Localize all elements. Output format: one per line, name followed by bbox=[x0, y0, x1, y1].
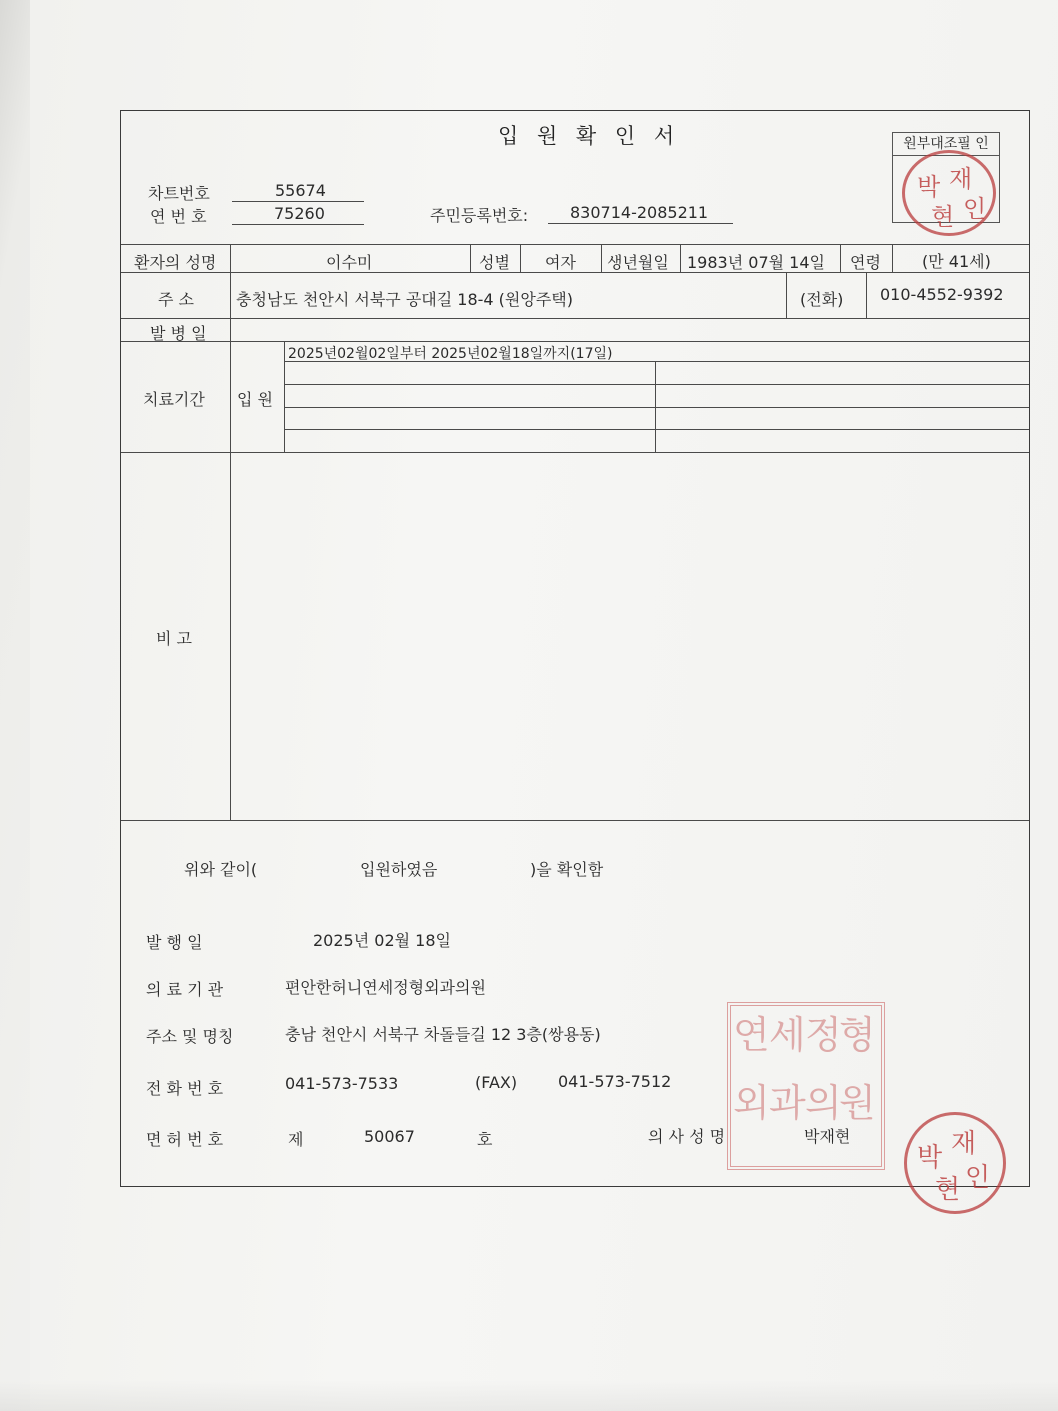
fax-value: 041-573-7512 bbox=[558, 1072, 672, 1091]
chart-number-underline bbox=[232, 201, 364, 202]
birth-value: 1983년 07월 14일 bbox=[687, 253, 825, 272]
onset-label: 발 병 일 bbox=[150, 324, 207, 343]
clinic-phone-value: 041-573-7533 bbox=[285, 1074, 399, 1093]
clinic-address-label: 주소 및 명칭 bbox=[146, 1027, 234, 1046]
age-label: 연령 bbox=[850, 253, 881, 272]
institution-value: 편안한허니연세정형외과의원 bbox=[285, 978, 486, 997]
phone-value: 010-4552-9392 bbox=[880, 285, 1004, 304]
table-col-line bbox=[680, 244, 681, 272]
doctor-name: 박재현 bbox=[804, 1127, 851, 1146]
table-line bbox=[121, 452, 1029, 453]
treatment-row-line bbox=[284, 429, 1029, 430]
table-col-line bbox=[601, 244, 602, 272]
treatment-period-label: 치료기간 bbox=[143, 390, 205, 409]
verification-seal: 박 재 인 현 bbox=[902, 150, 996, 236]
license-prefix: 제 bbox=[288, 1130, 304, 1149]
table-shadow bbox=[0, 1380, 1058, 1411]
age-value: (만 41세) bbox=[922, 252, 991, 271]
address-value: 충청남도 천안시 서북구 공대길 18-4 (원앙주택) bbox=[236, 290, 573, 309]
table-line bbox=[121, 820, 1029, 821]
table-col-line bbox=[866, 272, 867, 318]
doctor-label: 의 사 성 명 bbox=[648, 1127, 726, 1146]
confirmation-content: 입원하였음 bbox=[360, 860, 438, 879]
table-col-line bbox=[655, 361, 656, 452]
birth-label: 생년월일 bbox=[607, 253, 669, 272]
clinic-phone-label: 전 화 번 호 bbox=[146, 1079, 224, 1098]
address-label: 주 소 bbox=[158, 290, 194, 309]
stamp-box-header: 원부대조필 인 bbox=[893, 133, 999, 156]
clinic-address-value: 충남 천안시 서북구 차돌들길 12 3층(쌍용동) bbox=[285, 1025, 601, 1044]
fax-label: (FAX) bbox=[475, 1073, 518, 1092]
doctor-seal: 박 재 인 현 bbox=[904, 1112, 1006, 1214]
table-col-line bbox=[230, 244, 231, 820]
table-col-line bbox=[520, 244, 521, 272]
resident-number-value: 830714-2085211 bbox=[570, 203, 709, 222]
issue-date-value: 2025년 02월 18일 bbox=[313, 931, 451, 950]
serial-number-label: 연 번 호 bbox=[150, 207, 207, 226]
institution-label: 의 료 기 관 bbox=[146, 980, 224, 999]
treatment-row-line bbox=[284, 407, 1029, 408]
table-col-line bbox=[840, 244, 841, 272]
confirmation-prefix: 위와 같이( bbox=[184, 860, 258, 879]
issue-date-label: 발 행 일 bbox=[146, 933, 203, 952]
document-title: 입 원 확 인 서 bbox=[498, 124, 681, 148]
table-col-line bbox=[284, 341, 285, 452]
patient-name-label: 환자의 성명 bbox=[134, 253, 217, 272]
phone-label: (전화) bbox=[800, 290, 844, 309]
sex-value: 여자 bbox=[545, 253, 576, 272]
resident-number-label: 주민등록번호: bbox=[430, 206, 529, 225]
treatment-row-line bbox=[284, 384, 1029, 385]
clinic-seal: 연 세 정 형 외 과 의 원 bbox=[727, 1002, 885, 1170]
table-line bbox=[121, 318, 1029, 319]
treatment-period-value: 2025년02월02일부터 2025년02월18일까지(17일) bbox=[288, 346, 613, 362]
confirmation-suffix: )을 확인함 bbox=[530, 860, 604, 879]
license-number: 50067 bbox=[364, 1127, 415, 1146]
license-suffix: 호 bbox=[477, 1130, 493, 1149]
treatment-type-label: 입 원 bbox=[237, 390, 273, 409]
resident-number-underline bbox=[548, 223, 733, 224]
serial-number-value: 75260 bbox=[274, 204, 325, 223]
serial-number-underline bbox=[232, 224, 364, 225]
table-col-line bbox=[892, 244, 893, 272]
table-col-line bbox=[786, 272, 787, 318]
table-line bbox=[121, 341, 1029, 342]
chart-number-value: 55674 bbox=[275, 181, 326, 200]
sex-label: 성별 bbox=[479, 253, 510, 272]
license-label: 면 허 번 호 bbox=[146, 1130, 224, 1149]
patient-name-value: 이수미 bbox=[326, 253, 373, 272]
table-col-line bbox=[470, 244, 471, 272]
chart-number-label: 차트번호 bbox=[148, 184, 210, 203]
remarks-label: 비 고 bbox=[156, 629, 192, 648]
